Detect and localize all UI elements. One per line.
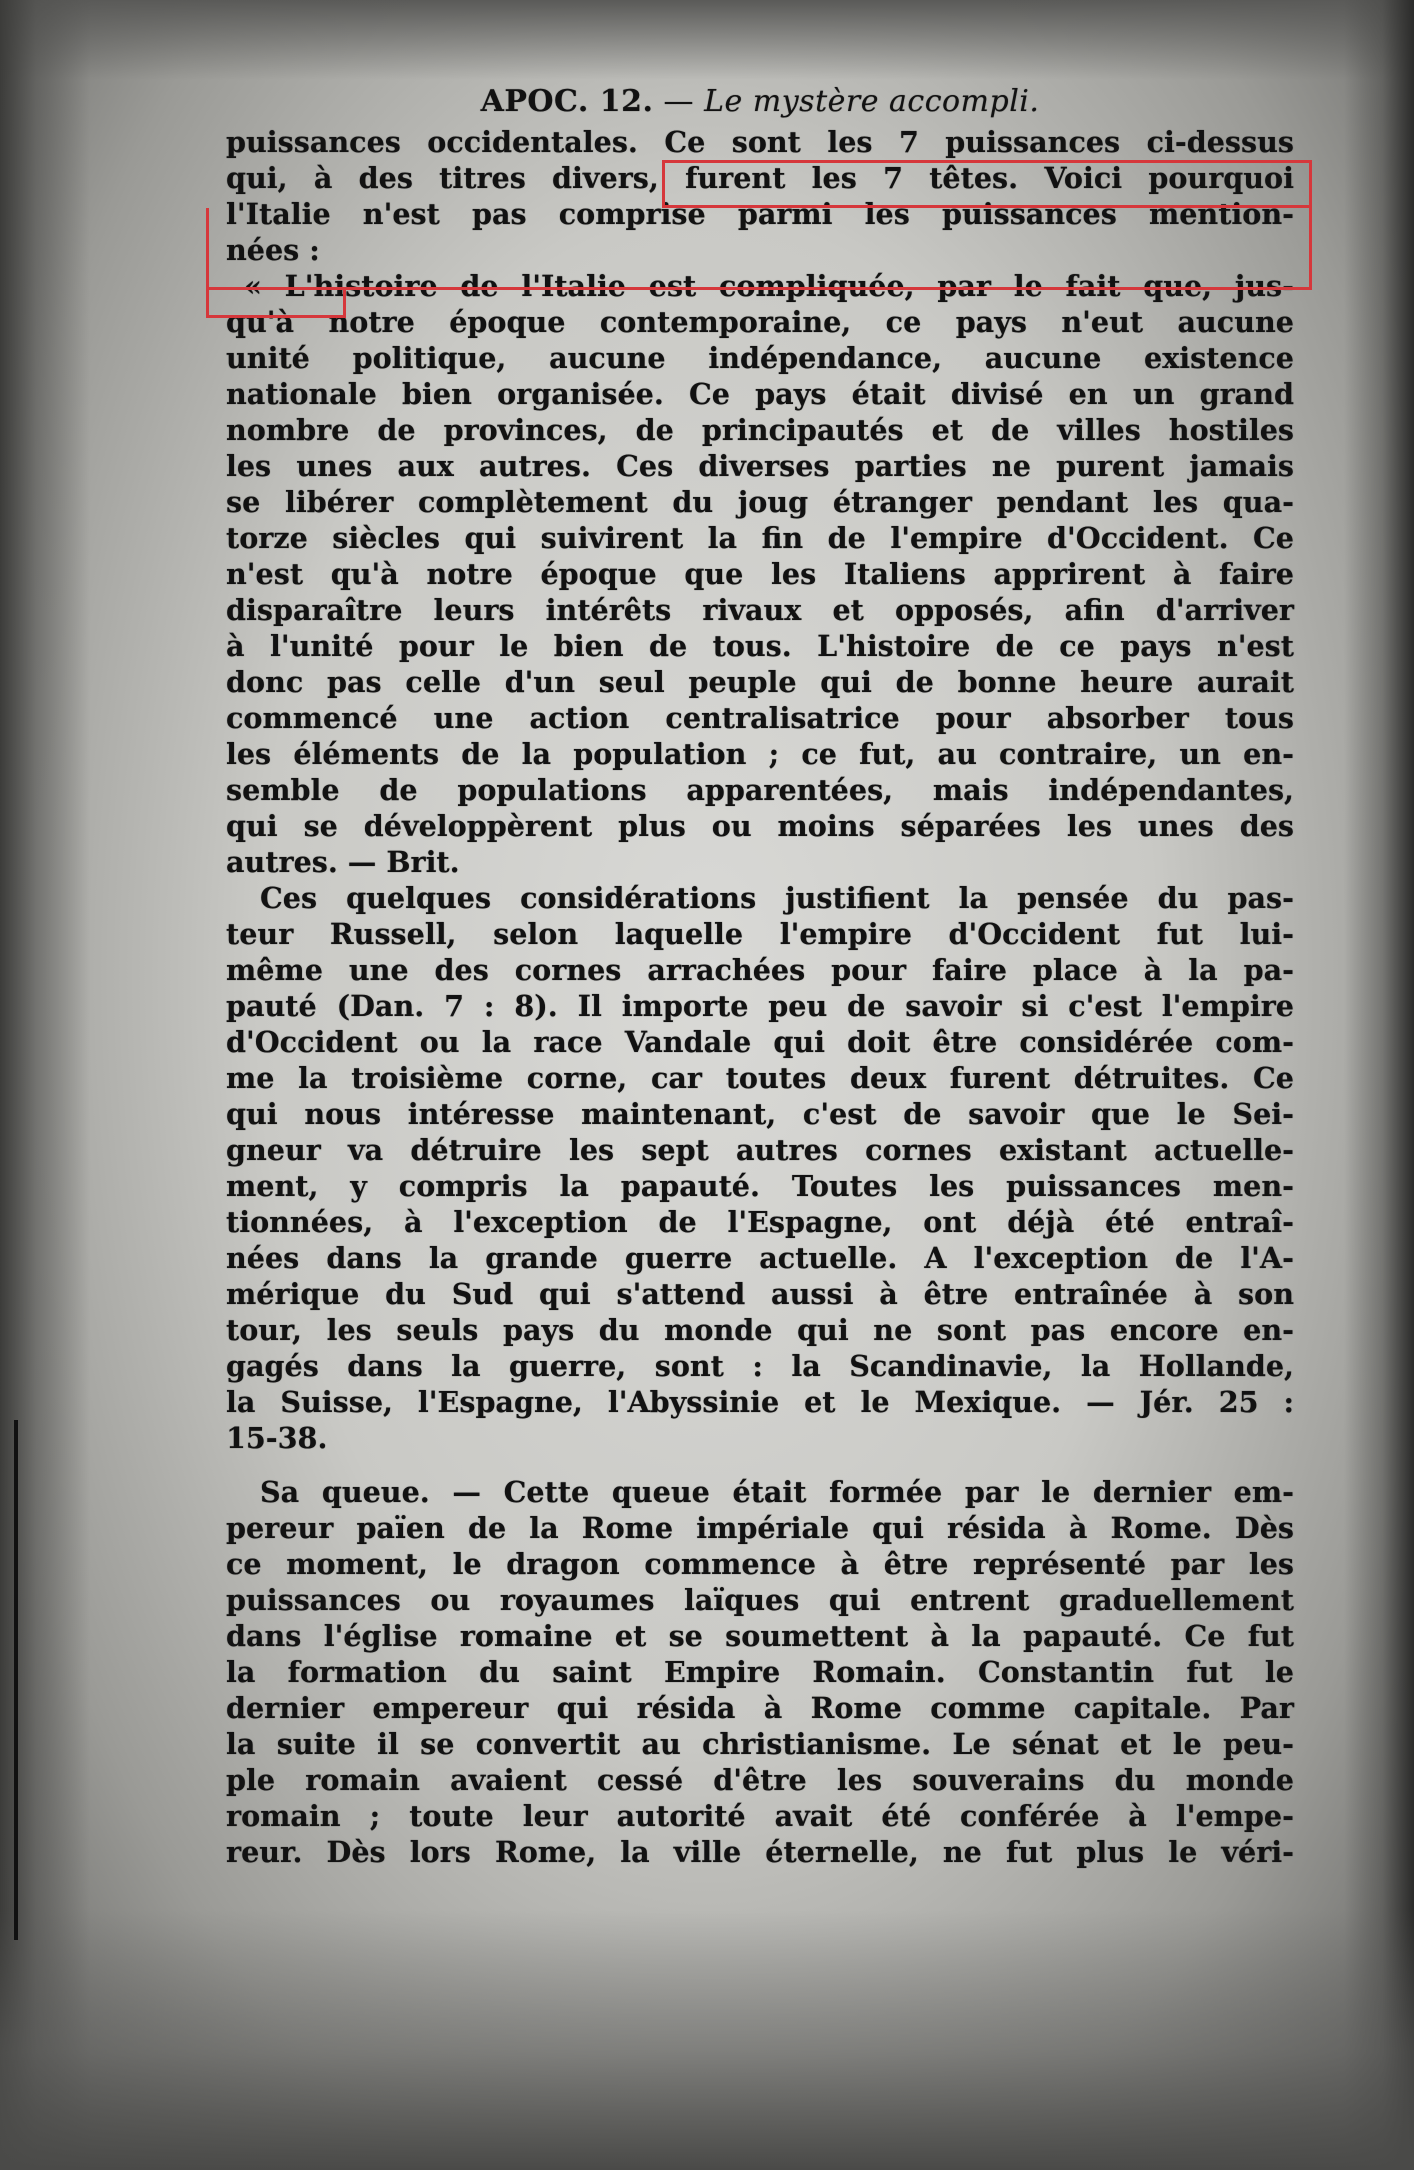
text-line: puissances ou royaumes laïques qui entrent graduellement [226, 1583, 1294, 1617]
text-line: nées : [226, 233, 320, 267]
text-line: donc pas celle d'un seul peuple qui de bonne heure aurait [226, 665, 1294, 699]
running-head [226, 82, 1294, 122]
text-line: tour, les seuls pays du monde qui ne sont pas encore en- [226, 1313, 1294, 1347]
text-line: qu'à notre époque contemporaine, ce pays n'eut aucune [226, 305, 1294, 339]
paragraph-spacer [226, 1456, 1294, 1474]
text-line: teur Russell, selon laquelle l'empire d'Occident fut lui- [226, 917, 1294, 951]
text-line: commencé une action centralisatrice pour absorber tous [226, 701, 1294, 735]
running-head-title: Le mystère accompli. [704, 84, 1040, 119]
text-line: l'Italie n'est pas comprise parmi les puissances mention- [226, 197, 1294, 231]
text-line: dernier empereur qui résida à Rome comme capitale. Par [226, 1691, 1294, 1725]
paragraph-2-quote [226, 268, 1294, 880]
paragraph-4 [226, 1474, 1294, 1870]
text-line: disparaître leurs intérêts rivaux et opposés, afin d'arriver [226, 593, 1294, 627]
text-line: Ces quelques considérations justifient la pensée du pas- [260, 881, 1294, 915]
text-line: pauté (Dan. 7 : 8). Il importe peu de savoir si c'est l'empire [226, 989, 1294, 1023]
running-head-dash: — [663, 84, 695, 119]
text-line: nées dans la grande guerre actuelle. A l'exception de l'A- [226, 1241, 1294, 1275]
text-line: « L'histoire de l'Italie est compliquée, par le fait que, jus- [244, 269, 1294, 303]
text-line: dans l'église romaine et se soumettent à la papauté. Ce fut [226, 1619, 1294, 1653]
text-line: autres. — Brit. [226, 845, 460, 879]
text-line: torze siècles qui suivirent la fin de l'empire d'Occident. Ce [226, 521, 1294, 555]
page-text [226, 82, 1294, 1870]
text-line: mérique du Sud qui s'attend aussi à être entraînée à son [226, 1277, 1294, 1311]
running-head-ref: APOC. 12. [480, 84, 654, 119]
page-edge-shadow-top [0, 0, 1414, 80]
text-line: les unes aux autres. Ces diverses parties ne purent jamais [226, 449, 1294, 483]
text-line: n'est qu'à notre époque que les Italiens apprirent à faire [226, 557, 1294, 591]
section-lead: Sa queue. [260, 1475, 430, 1509]
text-line: qui nous intéresse maintenant, c'est de savoir que le Sei- [226, 1097, 1294, 1131]
text-line: unité politique, aucune indépendance, aucune existence [226, 341, 1294, 375]
binding-line [14, 1420, 18, 1940]
text-line: la formation du saint Empire Romain. Constantin fut le [226, 1655, 1294, 1689]
text-line: gneur va détruire les sept autres cornes existant actuelle- [226, 1133, 1294, 1167]
text-line: ple romain avaient cessé d'être les souverains du monde [226, 1763, 1294, 1797]
text-line: ment, y compris la papauté. Toutes les puissances men- [226, 1169, 1294, 1203]
page-edge-shadow-right [1344, 0, 1414, 2170]
text-line: même une des cornes arrachées pour faire place à la pa- [226, 953, 1294, 987]
paragraph-3 [226, 880, 1294, 1456]
highlight-box-tail [206, 288, 346, 318]
text-line: la Suisse, l'Espagne, l'Abyssinie et le Mexique. — Jér. 25 : [226, 1385, 1294, 1419]
text-line: semble de populations apparentées, mais indépendantes, [226, 773, 1294, 807]
text-line: pereur païen de la Rome impériale qui résida à Rome. Dès [226, 1511, 1294, 1545]
highlight-box-top [662, 160, 1312, 208]
text-line: ce moment, le dragon commence à être représenté par les [226, 1547, 1294, 1581]
text-line: qui se développèrent plus ou moins séparées les unes des [226, 809, 1294, 843]
text-line: qui, à des titres divers, furent les 7 têtes. Voici pourquoi [226, 161, 1294, 195]
page-edge-shadow-bottom [0, 1910, 1414, 2170]
text-line: me la troisième corne, car toutes deux furent détruites. Ce [226, 1061, 1294, 1095]
highlight-box-main [206, 208, 1312, 290]
text-line: d'Occident ou la race Vandale qui doit être considérée com- [226, 1025, 1294, 1059]
text-line-rest: — Cette queue était formée par le dernier em- [429, 1475, 1294, 1509]
text-line: gagés dans la guerre, sont : la Scandinavie, la Hollande, [226, 1349, 1294, 1383]
text-line: romain ; toute leur autorité avait été conférée à l'empe- [226, 1799, 1294, 1833]
text-line: à l'unité pour le bien de tous. L'histoire de ce pays n'est [226, 629, 1294, 663]
text-line: nombre de provinces, de principautés et de villes hostiles [226, 413, 1294, 447]
text-line: 15-38. [226, 1421, 328, 1455]
text-line: puissances occidentales. Ce sont les 7 puissances ci-dessus [226, 125, 1294, 159]
text-line: tionnées, à l'exception de l'Espagne, ont déjà été entraî- [226, 1205, 1294, 1239]
text-line: reur. Dès lors Rome, la ville éternelle, ne fut plus le véri- [226, 1835, 1294, 1869]
text-line: la suite il se convertit au christianisme. Le sénat et le peu- [226, 1727, 1294, 1761]
text-line: les éléments de la population ; ce fut, au contraire, un en- [226, 737, 1294, 771]
text-line [226, 1474, 1294, 1510]
text-line: se libérer complètement du joug étranger pendant les qua- [226, 485, 1294, 519]
text-line: nationale bien organisée. Ce pays était divisé en un grand [226, 377, 1294, 411]
